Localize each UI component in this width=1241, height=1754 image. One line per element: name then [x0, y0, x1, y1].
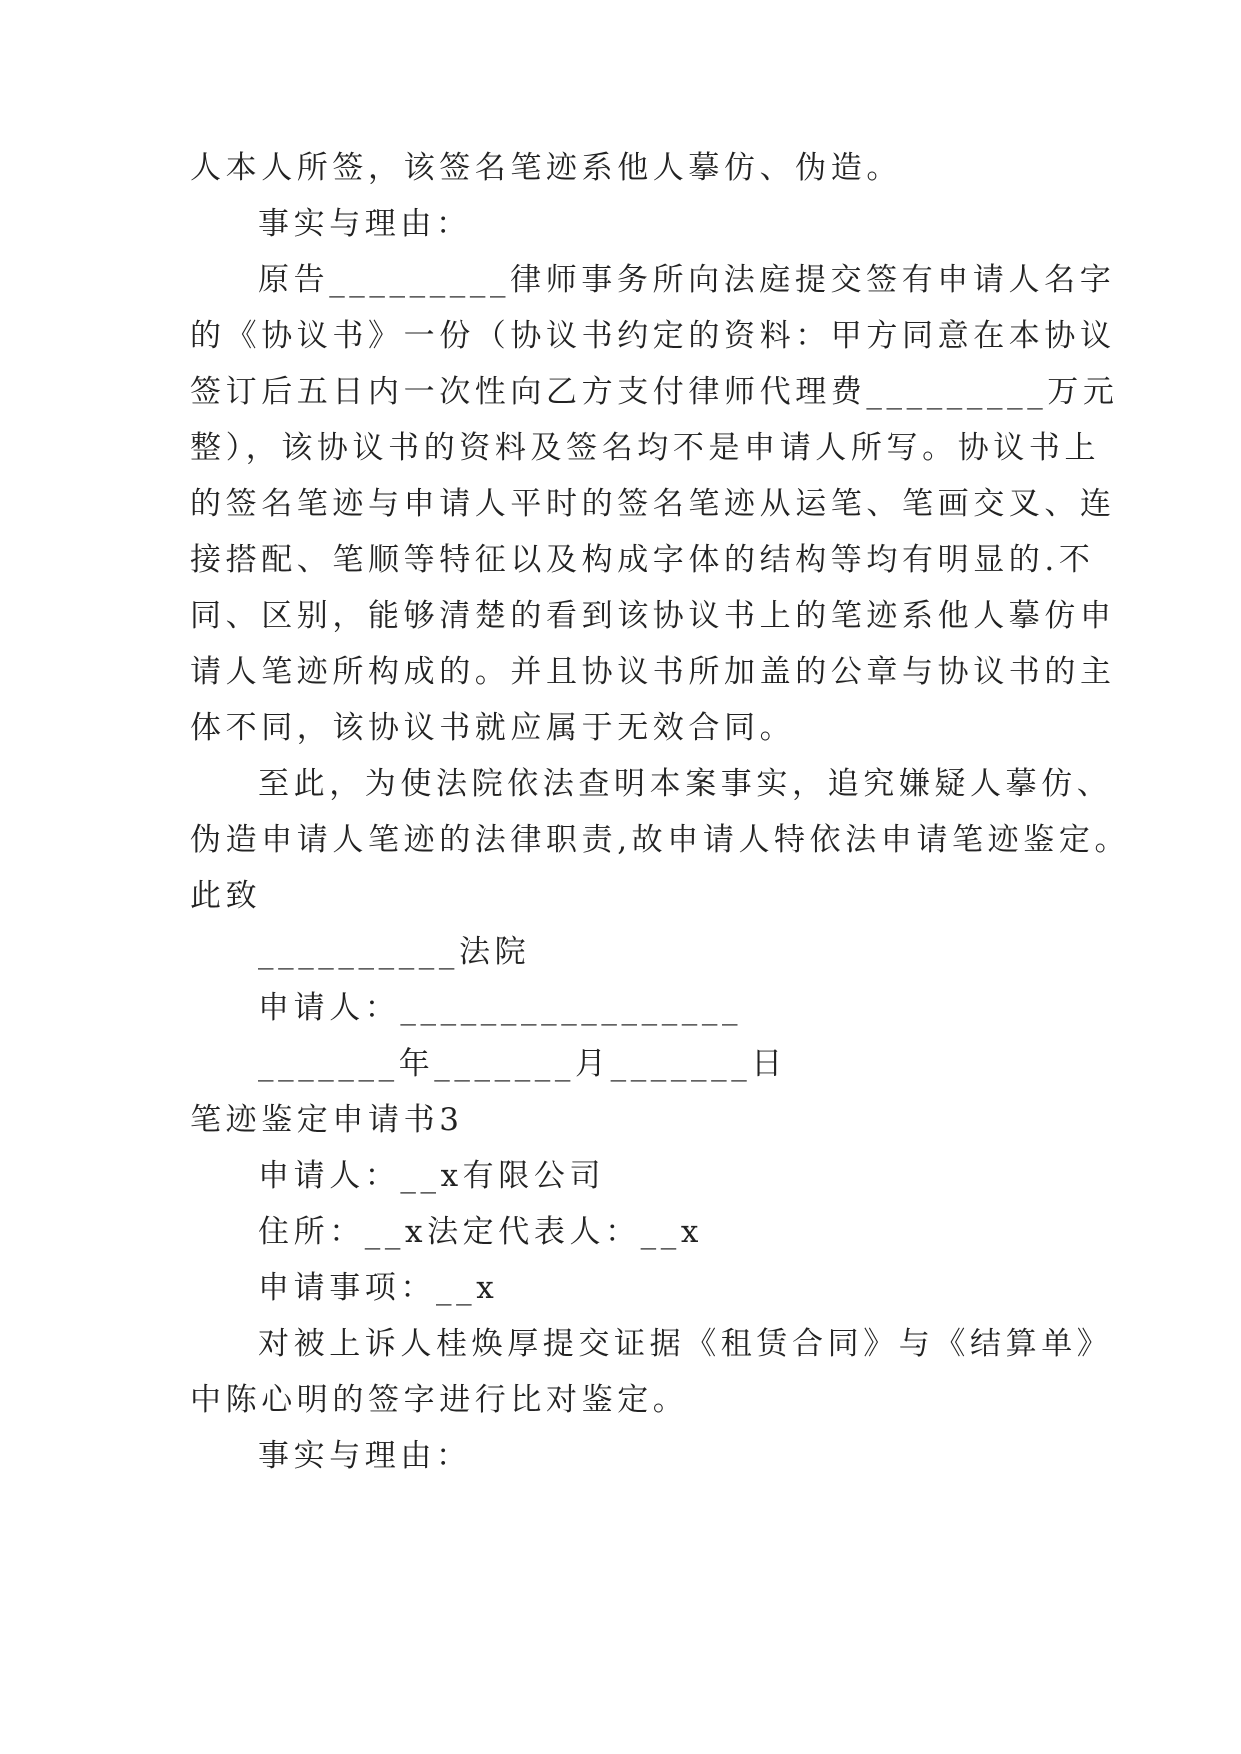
section-heading-facts: 事实与理由： — [258, 206, 472, 242]
paragraph-line: 至此，为使法院依法查明本案事实，追究嫌疑人摹仿、 — [258, 766, 1113, 802]
paragraph-line: 同、区别，能够清楚的看到该协议书上的笔迹系他人摹仿申 — [190, 598, 1116, 634]
applicant-signature-line: 申请人：_________________ — [258, 990, 743, 1026]
paragraph-line: 原告_________律师事务所向法庭提交签有申请人名字 — [258, 262, 1116, 298]
paragraph-line: 对被上诉人桂焕厚提交证据《租赁合同》与《结算单》 — [258, 1326, 1113, 1362]
date-line: _______年_______月_______日 — [258, 1046, 787, 1082]
section-heading-facts: 事实与理由： — [258, 1438, 472, 1474]
addressee-court: __________法院 — [258, 934, 531, 970]
paragraph-line: 体不同，该协议书就应属于无效合同。 — [190, 710, 796, 746]
paragraph-line: 伪造申请人笔迹的法律职责,故申请人特依法申请笔迹鉴定。 — [190, 822, 1131, 858]
paragraph-line: 接搭配、笔顺等特征以及构成字体的结构等均有明显的.不 — [190, 542, 1095, 578]
paragraph-line: 签订后五日内一次性向乙方支付律师代理费_________万元 — [190, 374, 1119, 410]
paragraph-line: 整），该协议书的资料及签名均不是申请人所写。协议书上 — [190, 430, 1101, 466]
paragraph-line: 的签名笔迹与申请人平时的签名笔迹从运笔、笔画交叉、连 — [190, 486, 1116, 522]
closing-salutation: 此致 — [190, 878, 262, 914]
paragraph-line: 的《协议书》一份（协议书约定的资料：甲方同意在本协议 — [190, 318, 1116, 354]
application-matter-line: 申请事项：__x — [258, 1270, 499, 1306]
paragraph-line: 中陈心明的签字进行比对鉴定。 — [190, 1382, 689, 1418]
address-representative-line: 住所：__x法定代表人：__x — [258, 1214, 703, 1250]
document-title: 笔迹鉴定申请书3 — [190, 1102, 464, 1138]
paragraph-line: 人本人所签，该签名笔迹系他人摹仿、伪造。 — [190, 150, 902, 186]
applicant-line: 申请人：__x有限公司 — [258, 1158, 606, 1194]
paragraph-line: 请人笔迹所构成的。并且协议书所加盖的公章与协议书的主 — [190, 654, 1116, 690]
